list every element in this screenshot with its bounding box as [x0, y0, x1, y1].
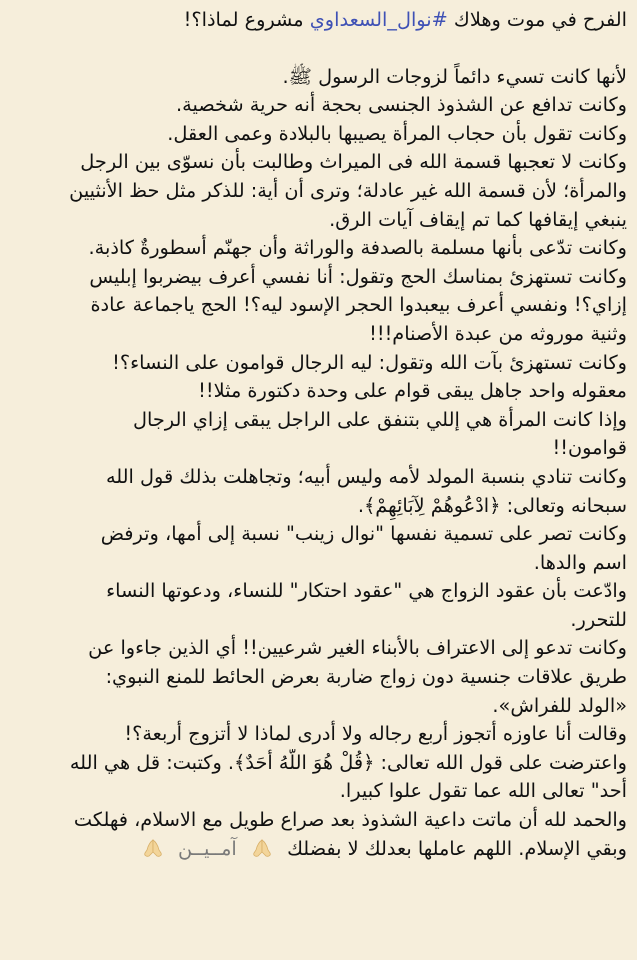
amin-text: آمــيــن: [178, 836, 237, 860]
post-line: وادّعت بأن عقود الزواج هي "عقود احتكار" للنساء، ودعوتها النساء: [106, 579, 627, 603]
post-line: والمرأة؛ لأن قسمة الله غير عادلة؛ وترى أن أية: للذكر مثل حظ الأنثيين: [69, 178, 627, 202]
post-line: أحد" تعالى الله عما تقول علوا كبيرا.: [339, 779, 627, 803]
post-line: وقالت أنا عاوزه أتجوز أربع رجاله ولا أدرى لماذا لا أتزوج أربعة؟!: [124, 722, 627, 746]
post-line: لأنها كانت تسيء دائماً لزوجات الرسول ﷺ.: [282, 64, 627, 88]
post-line: «الولد للفراش».: [492, 693, 627, 717]
post-line: وكانت تستهزئ بآت الله وتقول: ليه الرجال قوامون على النساء؟!: [112, 350, 627, 374]
post-line: وكانت تصر على تسمية نفسها "نوال زينب" نسبة إلى أمها، وترفض: [100, 522, 627, 546]
post-line: وكانت تدّعى بأنها مسلمة بالصدفة والوراثة وأن جهنّم أسطورةٌ كاذبة.: [88, 236, 627, 260]
closing-text: وبقي الإسلام. اللهم عاملها بعدلك لا بفضلك: [287, 836, 627, 860]
post-line: واعترضت على قول الله تعالى: ﴿قُلْ هُوَ اللَّهُ أَحَدٌ﴾. وكتبت: قل هي الله: [69, 750, 627, 774]
title-text-before: الفرح في موت وهلاك: [447, 8, 627, 31]
post-line: إزاي؟! ونفسي أعرف بيعبدوا الحجر الإسود ليه؟! الحج ياجماعة عادة: [90, 293, 627, 317]
post-line: ينبغي إيقافها كما تم إيقاف آيات الرق.: [329, 207, 627, 231]
post-line: سبحانه وتعالى: ﴿ادْعُوهُمْ لِآبَائِهِمْ﴾.: [357, 493, 627, 517]
post-line: والحمد لله أن ماتت داعية الشذوذ بعد صراع طويل مع الاسلام، فهلكت: [73, 808, 627, 832]
post-line: للتحرر.: [570, 607, 627, 631]
folded-hands-icon: [140, 838, 166, 858]
post-line: وكانت تنادي بنسبة المولد لأمه وليس أبيه؛ وتجاهلت بذلك قول الله: [105, 464, 627, 488]
post-line: وثنية موروثه من عبدة الأصنام!!!: [369, 321, 627, 345]
title-text-after: مشروع لماذا؟!: [183, 8, 310, 31]
post-line: اسم والدها.: [533, 550, 627, 574]
post-body: [8, 63, 627, 835]
hashtag-link[interactable]: #نوال_السعداوي: [309, 8, 448, 31]
post-title: [8, 6, 627, 35]
post-line: وكانت تدافع عن الشذوذ الجنسى بحجة أنه حرية شخصية.: [176, 93, 627, 117]
post-line: طريق علاقات جنسية دون زواج ضاربة بعرض الحائط للمنع النبوي:: [105, 665, 627, 689]
post-line: وإذا كانت المرأة هي إللي بتنفق على الراجل يبقى إزاي الرجال: [133, 407, 627, 431]
post-line: قوامون!!: [552, 436, 627, 460]
post-line: معقوله واحد جاهل يبقى قوام على وحدة دكتورة مثلا!!: [198, 379, 627, 403]
post-line: وكانت تقول بأن حجاب المرأة يصيبها بالبلادة وعمى العقل.: [167, 121, 627, 145]
post-line: وكانت تستهزئ بمناسك الحج وتقول: أنا نفسي أعرف بيضربوا إبليس: [89, 264, 627, 288]
post-closing: [8, 835, 627, 864]
post-line: وكانت تدعو إلى الاعتراف بالأبناء الغير شرعيين!! أي الذين جاءوا عن: [88, 636, 627, 660]
folded-hands-icon: [249, 838, 275, 858]
post-line: وكانت لا تعجبها قسمة الله فى الميراث وطالبت بأن نسوّى بين الرجل: [80, 150, 627, 174]
